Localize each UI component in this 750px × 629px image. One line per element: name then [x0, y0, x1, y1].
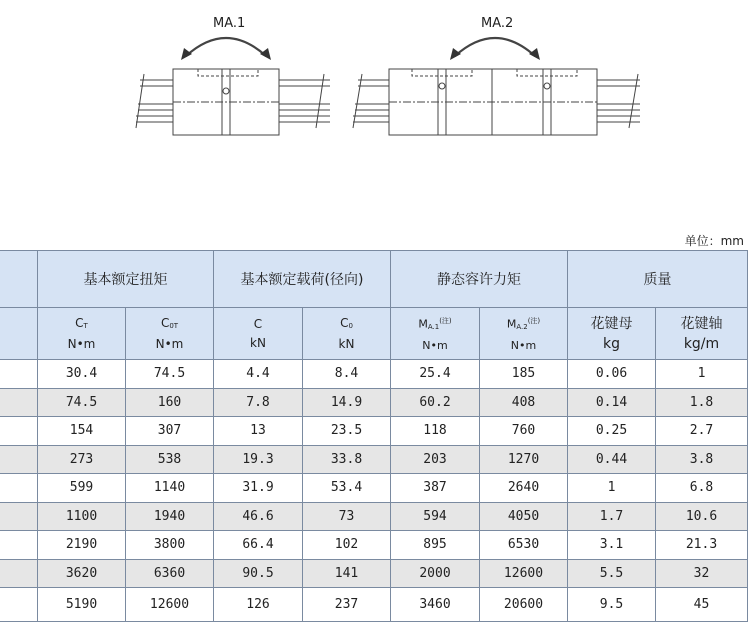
table-cell: 387 — [391, 474, 480, 503]
table-cell: 3620 — [38, 559, 126, 588]
table-row — [0, 531, 748, 560]
table-cell: 31.9 — [214, 474, 303, 503]
table-cell: 0.14 — [568, 388, 656, 417]
table-cell: 0.25 — [568, 417, 656, 446]
table-cell: 408 — [480, 388, 568, 417]
table-row — [0, 445, 748, 474]
col-ct: CT N•m — [38, 308, 126, 360]
header-blank-bottom — [0, 308, 38, 360]
table-cell: 185 — [480, 360, 568, 389]
table-cell: 203 — [391, 445, 480, 474]
table-cell: 0.06 — [568, 360, 656, 389]
table-cell: 126 — [214, 588, 303, 622]
unit-label: 单位：mm — [684, 234, 744, 248]
table-cell: 118 — [391, 417, 480, 446]
row-label-cell — [0, 474, 38, 503]
table-cell: 160 — [126, 388, 214, 417]
table-row — [0, 502, 748, 531]
table-cell: 1270 — [480, 445, 568, 474]
col-nut-mass: 花键母 kg — [568, 308, 656, 360]
table-cell: 90.5 — [214, 559, 303, 588]
table-cell: 20600 — [480, 588, 568, 622]
table-cell: 6.8 — [656, 474, 748, 503]
table-cell: 895 — [391, 531, 480, 560]
table-cell: 3.1 — [568, 531, 656, 560]
table-cell: 12600 — [480, 559, 568, 588]
col-c0t: C0T N•m — [126, 308, 214, 360]
moment-label-a2: MA.2 — [481, 16, 514, 31]
table-cell: 45 — [656, 588, 748, 622]
col-ma1: $MA.1^{(注)}$ N•m — [391, 308, 480, 360]
table-cell: 12600 — [126, 588, 214, 622]
table-cell: 4050 — [480, 502, 568, 531]
table-cell: 141 — [303, 559, 391, 588]
col-c0: C0 kN — [303, 308, 391, 360]
table-row — [0, 588, 748, 622]
col-c: C kN — [214, 308, 303, 360]
table-cell: 154 — [38, 417, 126, 446]
table-cell: 32 — [656, 559, 748, 588]
table-body — [0, 360, 748, 622]
table-cell: 237 — [303, 588, 391, 622]
group-mass: 质量 — [568, 251, 748, 308]
table-cell: 19.3 — [214, 445, 303, 474]
table-cell: 6530 — [480, 531, 568, 560]
table-row — [0, 417, 748, 446]
table-cell: 53.4 — [303, 474, 391, 503]
table-cell: 0.44 — [568, 445, 656, 474]
table-cell: 5190 — [38, 588, 126, 622]
moment-diagrams — [0, 0, 750, 150]
table-cell: 73 — [303, 502, 391, 531]
table-cell: 594 — [391, 502, 480, 531]
table-cell: 66.4 — [214, 531, 303, 560]
table-cell: 3.8 — [656, 445, 748, 474]
table-cell: 74.5 — [126, 360, 214, 389]
group-rated-torque: 基本额定扭矩 — [38, 251, 214, 308]
table-cell: 2000 — [391, 559, 480, 588]
row-label-cell — [0, 531, 38, 560]
table-cell: 14.9 — [303, 388, 391, 417]
table-cell: 1140 — [126, 474, 214, 503]
row-label-cell — [0, 360, 38, 389]
table-cell: 6360 — [126, 559, 214, 588]
table-cell: 1 — [568, 474, 656, 503]
group-rated-load: 基本额定载荷(径向) — [214, 251, 391, 308]
table-cell: 3800 — [126, 531, 214, 560]
table-cell: 25.4 — [391, 360, 480, 389]
table-cell: 273 — [38, 445, 126, 474]
table-cell: 1100 — [38, 502, 126, 531]
row-label-cell — [0, 559, 38, 588]
row-label-cell — [0, 588, 38, 622]
table-cell: 21.3 — [656, 531, 748, 560]
row-label-cell — [0, 417, 38, 446]
table-cell: 4.4 — [214, 360, 303, 389]
table-row — [0, 360, 748, 389]
table-cell: 74.5 — [38, 388, 126, 417]
spec-table — [0, 250, 748, 622]
table-cell: 102 — [303, 531, 391, 560]
col-ma2: $MA.2^{(注)}$ N•m — [480, 308, 568, 360]
table-cell: 30.4 — [38, 360, 126, 389]
table-cell: 46.6 — [214, 502, 303, 531]
row-label-cell — [0, 445, 38, 474]
table-cell: 307 — [126, 417, 214, 446]
table-row — [0, 559, 748, 588]
table-cell: 1940 — [126, 502, 214, 531]
table-cell: 23.5 — [303, 417, 391, 446]
table-cell: 7.8 — [214, 388, 303, 417]
table-cell: 2640 — [480, 474, 568, 503]
table-cell: 8.4 — [303, 360, 391, 389]
row-label-cell — [0, 502, 38, 531]
table-cell: 760 — [480, 417, 568, 446]
table-cell: 9.5 — [568, 588, 656, 622]
table-cell: 1 — [656, 360, 748, 389]
moment-label-a1: MA.1 — [213, 16, 246, 31]
diagram-graphic — [0, 0, 750, 150]
table-cell: 538 — [126, 445, 214, 474]
table-cell: 33.8 — [303, 445, 391, 474]
table-cell: 2190 — [38, 531, 126, 560]
table-cell: 10.6 — [656, 502, 748, 531]
col-shaft-mass: 花键轴 kg/m — [656, 308, 748, 360]
row-label-cell — [0, 388, 38, 417]
table-row — [0, 388, 748, 417]
table-cell: 1.8 — [656, 388, 748, 417]
header-blank-top — [0, 251, 38, 308]
table-row — [0, 474, 748, 503]
table-cell: 5.5 — [568, 559, 656, 588]
table-cell: 13 — [214, 417, 303, 446]
table-cell: 3460 — [391, 588, 480, 622]
table-cell: 2.7 — [656, 417, 748, 446]
table-cell: 1.7 — [568, 502, 656, 531]
table-cell: 60.2 — [391, 388, 480, 417]
group-static-moment: 静态容许力矩 — [391, 251, 568, 308]
table-cell: 599 — [38, 474, 126, 503]
